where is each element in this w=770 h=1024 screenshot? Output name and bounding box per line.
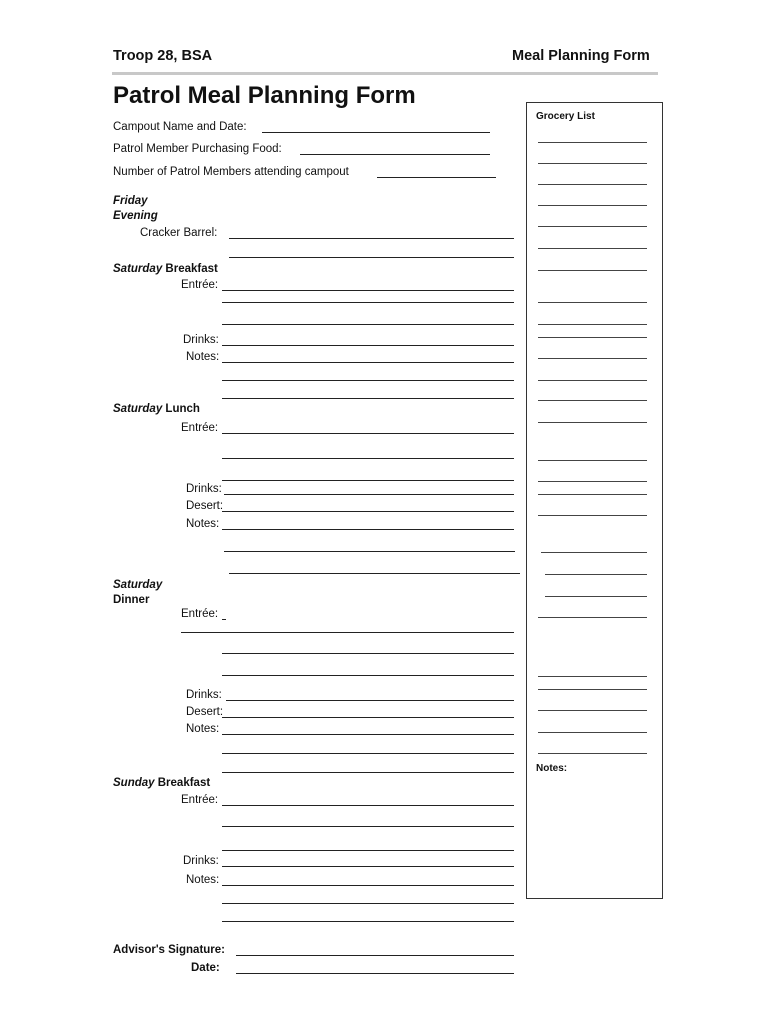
sat-lunch-entree-field-3[interactable] [222,480,514,481]
sat-lunch-entree-field[interactable] [222,433,514,434]
friday-heading: Friday [113,195,148,207]
grocery-list-title: Grocery List [536,111,595,122]
sat-breakfast-notes-field-2[interactable] [222,380,514,381]
sat-dinner-notes-field-2[interactable] [222,753,514,754]
sat-dinner-entree-stub [222,619,226,620]
sat-breakfast-notes-label: Notes: [186,351,220,363]
grocery-list-box [526,102,663,899]
sun-breakfast-entree-field-2[interactable] [222,826,514,827]
grocery-line[interactable] [538,270,647,271]
sat-dinner-notes-label: Notes: [186,723,220,735]
cracker-barrel-label: Cracker Barrel: [140,227,218,239]
advisor-signature-label: Advisor's Signature: [113,944,226,956]
sat-lunch-entree-label: Entrée: [181,422,219,434]
sat-lunch-drinks-label: Drinks: [186,483,222,495]
sat-lunch-notes-field[interactable] [222,529,514,530]
sat-lunch-drinks-field[interactable] [224,494,514,495]
sat-dinner-desert-label: Desert: [186,706,224,718]
grocery-line[interactable] [538,617,647,618]
purchaser-field[interactable] [300,154,490,155]
sun-breakfast-notes-label: Notes: [186,874,220,886]
sat-dinner-heading-meal: Dinner [113,594,150,606]
sat-breakfast-drinks-label: Drinks: [183,334,219,346]
grocery-line[interactable] [538,515,647,516]
grocery-line[interactable] [541,552,647,553]
advisor-signature-field[interactable] [236,955,514,956]
grocery-line[interactable] [538,142,647,143]
sat-dinner-entree-field-3[interactable] [222,675,514,676]
grocery-line[interactable] [538,689,647,690]
sat-lunch-notes-label: Notes: [186,518,220,530]
sat-dinner-notes-field[interactable] [222,734,514,735]
grocery-line[interactable] [538,380,647,381]
sun-breakfast-entree-field-3[interactable] [222,850,514,851]
sat-dinner-drinks-field[interactable] [226,700,514,701]
grocery-line[interactable] [538,676,647,677]
grocery-line[interactable] [538,422,647,423]
purchaser-label: Patrol Member Purchasing Food: [113,143,282,155]
evening-heading: Evening [113,210,158,222]
sat-breakfast-entree-field-3[interactable] [222,324,514,325]
grocery-notes-label: Notes: [536,763,568,774]
sat-lunch-notes-field-2[interactable] [224,551,515,552]
header-divider [112,72,658,75]
sun-breakfast-drinks-label: Drinks: [183,855,219,867]
sat-lunch-desert-field[interactable] [222,511,514,512]
sat-breakfast-drinks-field[interactable] [222,345,514,346]
grocery-line[interactable] [538,324,647,325]
cracker-barrel-field[interactable] [229,238,514,239]
sun-breakfast-entree-label: Entrée: [181,794,219,806]
sun-breakfast-heading: Sunday Breakfast [113,777,211,789]
sat-lunch-entree-field-2[interactable] [222,458,514,459]
sat-breakfast-entree-field-2[interactable] [222,302,514,303]
sun-breakfast-notes-field-2[interactable] [222,903,514,904]
grocery-line[interactable] [538,753,647,754]
sat-dinner-entree-field[interactable] [181,632,514,633]
header-troop: Troop 28, BSA [113,48,213,64]
sat-breakfast-notes-field[interactable] [222,362,514,363]
grocery-line[interactable] [538,481,647,482]
campout-field[interactable] [262,132,490,133]
sat-dinner-notes-field-3[interactable] [222,772,514,773]
sat-lunch-notes-field-3[interactable] [229,573,520,574]
date-field[interactable] [236,973,514,974]
grocery-line[interactable] [538,184,647,185]
sat-breakfast-heading: Saturday Breakfast [113,263,218,275]
sat-dinner-drinks-label: Drinks: [186,689,222,701]
grocery-line[interactable] [538,163,647,164]
page-title: Patrol Meal Planning Form [113,82,416,109]
cracker-barrel-field-2[interactable] [229,257,514,258]
grocery-line[interactable] [538,710,647,711]
members-field[interactable] [377,177,496,178]
members-label: Number of Patrol Members attending campout [113,166,349,178]
sat-dinner-entree-field-2[interactable] [222,653,514,654]
sat-dinner-desert-field[interactable] [222,717,514,718]
grocery-line[interactable] [538,337,647,338]
sun-breakfast-notes-field[interactable] [222,885,514,886]
sat-dinner-heading-day: Saturday [113,579,163,591]
grocery-line[interactable] [538,732,647,733]
sat-breakfast-entree-field[interactable] [222,290,514,291]
sun-breakfast-notes-field-3[interactable] [222,921,514,922]
date-label: Date: [191,962,220,974]
sat-dinner-entree-label: Entrée: [181,608,219,620]
grocery-line[interactable] [538,460,647,461]
grocery-line[interactable] [538,494,647,495]
grocery-line[interactable] [538,358,647,359]
sat-breakfast-notes-field-3[interactable] [222,398,514,399]
grocery-line[interactable] [538,248,647,249]
grocery-line[interactable] [538,205,647,206]
sat-lunch-desert-label: Desert: [186,500,224,512]
campout-label: Campout Name and Date: [113,121,247,133]
grocery-line[interactable] [538,226,647,227]
sun-breakfast-entree-field[interactable] [222,805,514,806]
sat-breakfast-entree-label: Entrée: [181,279,219,291]
grocery-line[interactable] [538,302,647,303]
grocery-line[interactable] [545,596,647,597]
grocery-line[interactable] [538,400,647,401]
grocery-line[interactable] [545,574,647,575]
header-form-name: Meal Planning Form [512,48,650,64]
sun-breakfast-drinks-field[interactable] [222,866,514,867]
sat-lunch-heading: Saturday Lunch [113,403,200,415]
